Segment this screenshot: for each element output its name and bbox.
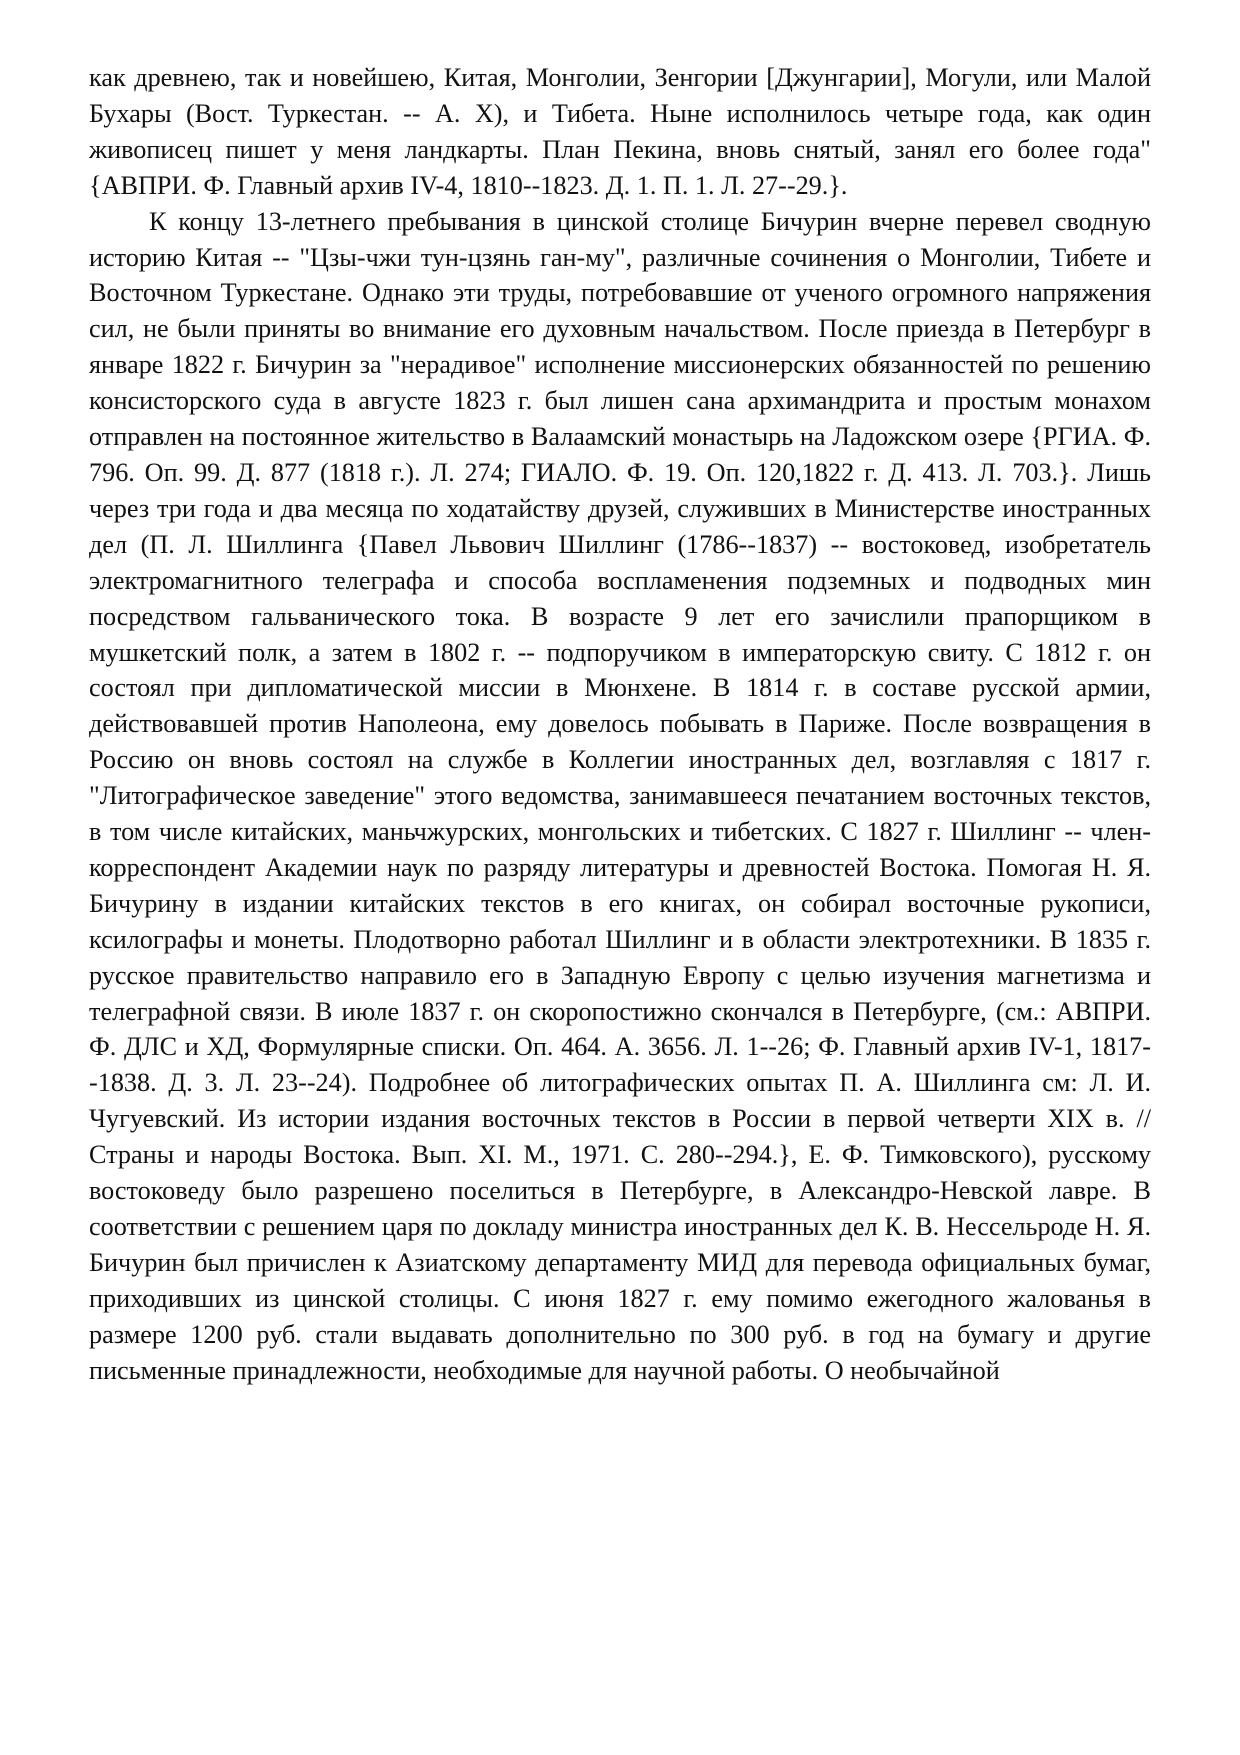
paragraph-continuation: как древнею, так и новейшею, Китая, Монголии, Зенгории [Джунгарии], Могули, или Малой Бухары (Вост. Туркестан. -- А. Х), и Тибета. Ныне исполнилось четыре года, как один живописец пишет у меня ландкарты. План Пекина, вновь снятый, занял его более года" {АВПРИ. Ф. Главный архив IV-4, 1810--1823. Д. 1. П. 1. Л. 27--29.}. xyxy=(89,63,1151,200)
paragraph-bichurin-biography: К концу 13-летнего пребывания в цинской столице Бичурин вчерне перевел сводную историю Китая -- "Цзы-чжи тун-цзянь ган-му", различные сочинения о Монголии, Тибете и Восточном Туркестане. Однако эти труды, потребовавшие от ученого огромного напряжения сил, не были приняты во внимание его духовным начальством. После приезда в Петербург в январе 1822 г. Бичурин за "нерадивое" исполнение миссионерских обязанностей по решению консисторского суда в августе 1823 г. был лишен сана архимандрита и простым монахом отправлен на постоянное жительство в Валаамский монастырь на Ладожском озере {РГИА. Ф. 796. Оп. 99. Д. 877 (1818 г.). Л. 274; ГИАЛО. Ф. 19. Оп. 120,1822 г. Д. 413. Л. 703.}. Лишь через три года и два месяца по ходатайству друзей, служивших в Министерстве иностранных дел (П. Л. Шиллинга {Павел Львович Шиллинг (1786--1837) -- востоковед, изобретатель электромагнитного телеграфа и способа воспламенения подземных и подводных мин посредством гальванического тока. В возрасте 9 лет его зачислили прапорщиком в мушкетский полк, а затем в 1802 г. -- подпоручиком в императорскую свиту. С 1812 г. он состоял при дипломатической миссии в Мюнхене. В 1814 г. в составе русской армии, действовавшей против Наполеона, ему довелось побывать в Париже. После возвращения в Россию он вновь состоял на службе в Коллегии иностранных дел, возглавляя с 1817 г. "Литографическое заведение" этого ведомства, занимавшееся печатанием восточных текстов, в том числе китайских, маньчжурских, монгольских и тибетских. С 1827 г. Шиллинг -- член-корреспондент Академии наук по разряду литературы и древностей Востока. Помогая Н. Я. Бичурину в издании китайских текстов в его книгах, он собирал восточные рукописи, ксилографы и монеты. Плодотворно работал Шиллинг и в области электротехники. В 1835 г. русское правительство направило его в Западную Европу с целью изучения магнетизма и телеграфной связи. В июле 1837 г. он скоропостижно скончался в Петербурге, (см.: АВПРИ. Ф. ДЛС и ХД, Формулярные списки. Оп. 464. А. 3656. Л. 1--26; Ф. Главный архив IV-1, 1817--1838. Д. 3. Л. 23--24). Подробнее об литографических опытах П. А. Шиллинга см: Л. И. Чугуевский. Из истории издания восточных текстов в России в первой четверти XIX в. // Страны и народы Востока. Вып. XI. М., 1971. С. 280--294.}, Е. Ф. Тимковского), русскому востоковеду было разрешено поселиться в Петербурге, в Александро-Невской лавре. В соответствии с решением царя по докладу министра иностранных дел К. В. Нессельроде Н. Я. Бичурин был причислен к Азиатскому департаменту МИД для перевода официальных бумаг, приходивших из цинской столицы. С июня 1827 г. ему помимо ежегодного жалованья в размере 1200 руб. стали выдавать дополнительно по 300 руб. в год на бумагу и другие письменные принадлежности, необходимые для научной работы. О необычайной xyxy=(89,206,1151,1385)
document-page xyxy=(89,60,1151,1389)
